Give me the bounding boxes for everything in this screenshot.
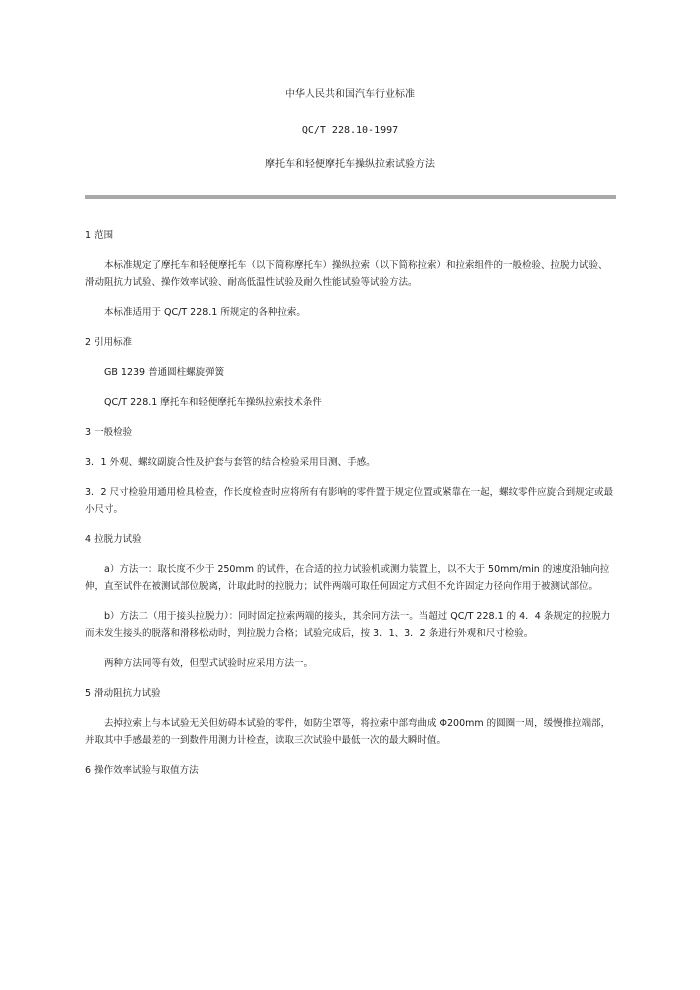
section-2-heading: 2 引用标准 <box>85 337 133 348</box>
document-body <box>85 227 616 779</box>
method-a-paragraph: a）方法一：取长度不少于 250mm 的试件，在合适的拉力试验机或测力装置上，以不大于 50mm/min 的速度沿轴向拉伸，直至试件在被测试部位脱离，计取此时的拉脱力；试件两端可取任何固定方式但不允许固定力径向作用于被测试部位。 <box>85 564 610 592</box>
header-divider <box>85 195 616 199</box>
reference-qct228-1: QC/T 228.1 摩托车和轻便摩托车操纵拉索技术条件 <box>104 397 322 408</box>
standard-title: 摩托车和轻便摩托车操纵拉索试验方法 <box>265 159 435 170</box>
section-1-paragraph-2: 本标准适用于 QC/T 228.1 所规定的各种拉索。 <box>104 307 306 318</box>
section-1-heading: 1 范围 <box>85 230 114 241</box>
section-3-heading: 3 一般检验 <box>85 427 133 438</box>
clause-3-1: 3．1 外观、螺纹副旋合性及护套与套管的结合检验采用目测、手感。 <box>85 457 376 468</box>
section-4-heading: 4 拉脱力试验 <box>85 534 142 545</box>
reference-gb1239: GB 1239 普通圆柱螺旋弹簧 <box>104 367 225 378</box>
section-5-heading: 5 滑动阻抗力试验 <box>85 688 161 699</box>
clause-3-2: 3．2 尺寸检验用通用检具检查，作长度检查时应将所有有影响的零件置于规定位置或紧靠在一起，螺纹零件应旋合到规定或最小尺寸。 <box>85 487 614 515</box>
section-5-paragraph: 去掉拉索上与本试验无关但妨碍本试验的零件，如防尘罩等，将拉索中部弯曲成 Φ200mm 的圆圈一周，缓慢推拉端部，并取其中手感最差的一到数件用测力计检查，读取三次试验中最低一次的最大瞬时值。 <box>85 718 611 746</box>
standard-number: QC/T 228.10-1997 <box>301 125 399 136</box>
standard-category: 中华人民共和国汽车行业标准 <box>285 89 415 100</box>
method-b-paragraph: b）方法二（用于接头拉脱力）：同时固定拉索两端的接头，其余同方法一。当超过 QC/T 228.1 的 4．4 条规定的拉脱力而未发生接头的脱落和滑移松动时，判拉脱力合格；试验完成后，按 3．1、3．2 条进行外观和尺寸检验。 <box>85 611 611 639</box>
section-6-heading: 6 操作效率试验与取值方法 <box>85 765 199 776</box>
methods-note: 两种方法同等有效，但型式试验时应采用方法一。 <box>104 658 314 669</box>
section-1-paragraph-1: 本标准规定了摩托车和轻便摩托车（以下简称摩托车）操纵拉索（以下简称拉索）和拉索组件的一般检验、拉脱力试验、滑动阻抗力试验、操作效率试验、耐高低温性试验及耐久性能试验等试验方法。 <box>85 260 608 288</box>
